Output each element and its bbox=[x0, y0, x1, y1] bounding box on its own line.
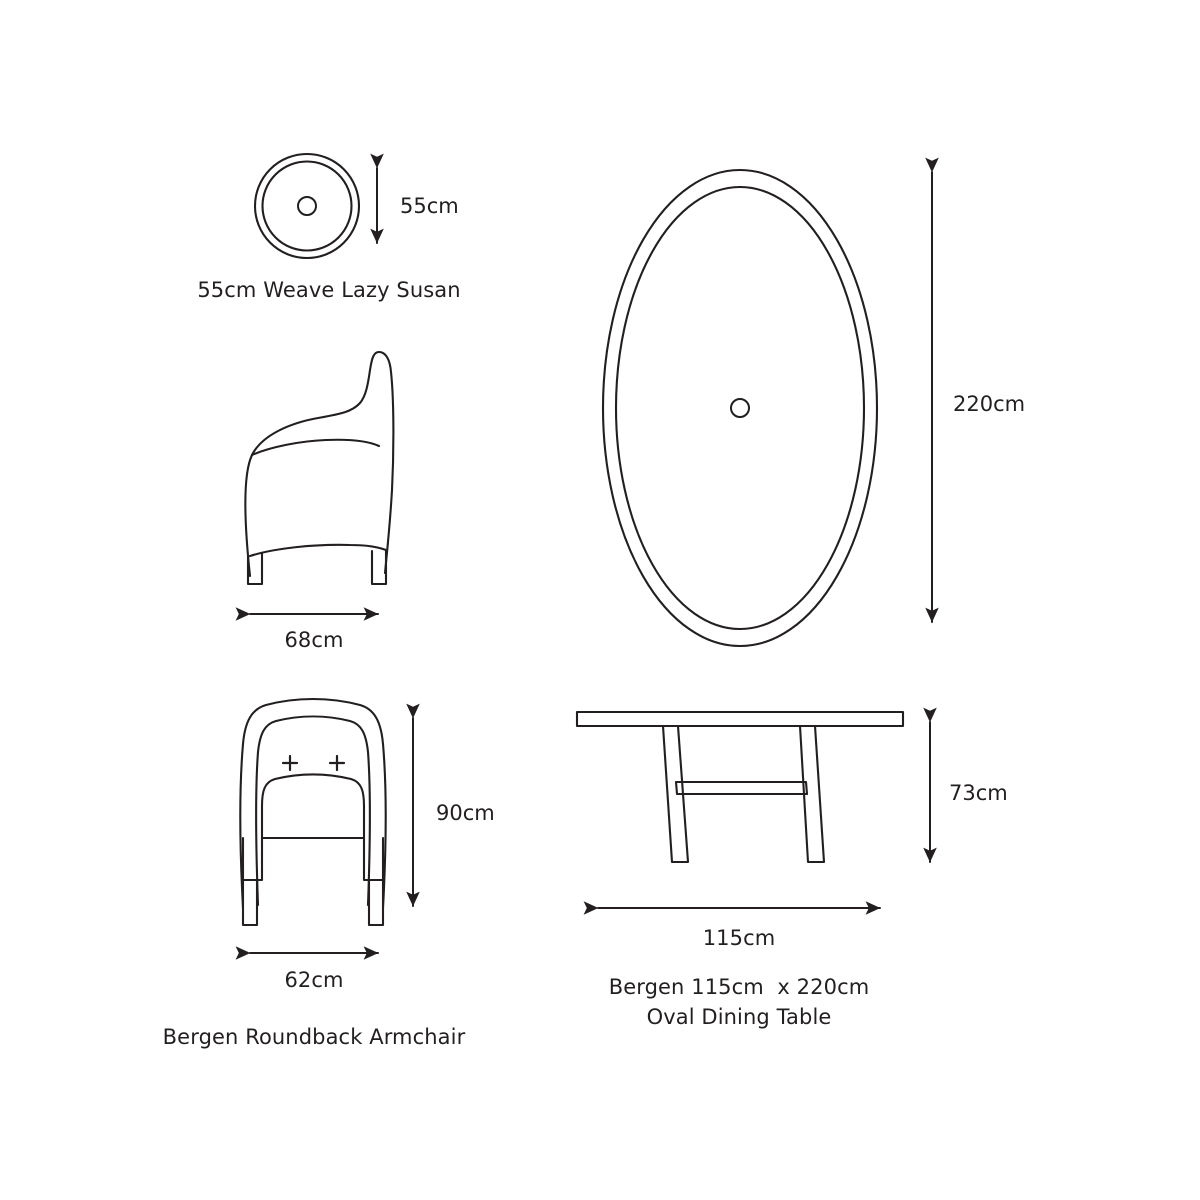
armchair-side-width-label: 68cm bbox=[284, 628, 344, 652]
lazy-susan-caption: 55cm Weave Lazy Susan bbox=[197, 278, 461, 302]
lazy-susan-height-label: 55cm bbox=[400, 194, 459, 218]
oval-table-caption-line-2: Oval Dining Table bbox=[646, 1005, 832, 1029]
lazy-susan-drawing bbox=[255, 154, 359, 258]
oval-table-length-label: 220cm bbox=[953, 392, 1026, 416]
armchair-side-drawing bbox=[245, 352, 393, 584]
oval-table-caption-line-1: Bergen 115cm x 220cm bbox=[608, 975, 870, 999]
armchair-front-drawing bbox=[240, 699, 385, 925]
oval-table-width-label: 115cm bbox=[702, 926, 776, 950]
armchair-caption: Bergen Roundback Armchair bbox=[162, 1025, 466, 1049]
armchair-height-label: 90cm bbox=[436, 801, 495, 825]
oval-table-height-label: 73cm bbox=[949, 781, 1008, 805]
oval-table-side-drawing bbox=[577, 712, 903, 862]
oval-table-top-drawing bbox=[603, 170, 877, 646]
armchair-front-width-label: 62cm bbox=[284, 968, 344, 992]
